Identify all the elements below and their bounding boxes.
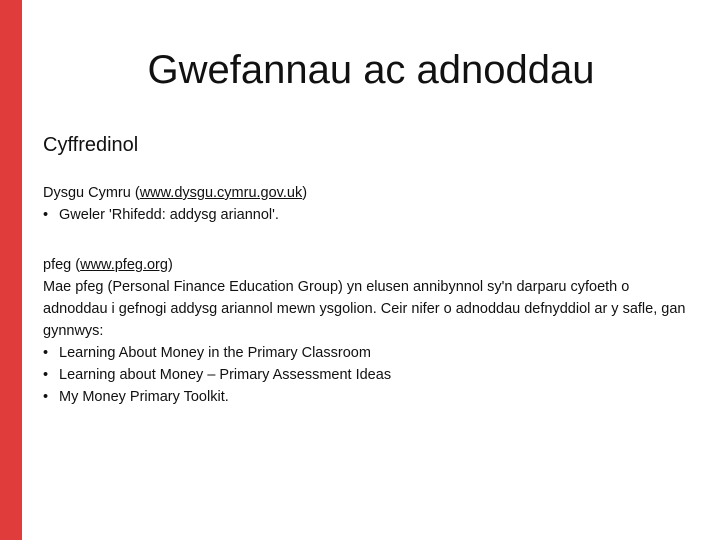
slide-title: Gwefannau ac adnoddau — [147, 48, 595, 92]
entry-pfeg — [43, 254, 693, 408]
list-item: • My Money Primary Toolkit. — [43, 386, 693, 408]
entry-header: pfeg (www.pfeg.org) — [43, 257, 173, 273]
entry-dysgu-cymru — [43, 182, 693, 226]
entry-link[interactable]: www.dysgu.cymru.gov.uk — [139, 185, 303, 201]
list-item: • Learning About Money in the Primary Classroom — [43, 342, 693, 364]
entry-name: pfeg — [43, 257, 72, 273]
bullet-icon: • — [43, 367, 49, 383]
bullet-icon: • — [43, 345, 49, 361]
list-item: • Gweler 'Rhifedd: addysg ariannol'. — [43, 204, 693, 226]
entry-link[interactable]: www.pfeg.org — [80, 257, 168, 273]
section-heading: Cyffredinol — [43, 134, 139, 156]
accent-bar — [0, 0, 22, 540]
list-item: • Learning about Money – Primary Assessment Ideas — [43, 364, 693, 386]
entry-header: Dysgu Cymru (www.dysgu.cymru.gov.uk) — [43, 185, 308, 201]
bullet-icon: • — [43, 207, 49, 223]
bullet-icon: • — [43, 389, 49, 405]
entry-description: Mae pfeg (Personal Finance Education Group) yn elusen annibynnol sy'n darparu cyfoeth o adnoddau i gefnogi addysg ariannol mewn ysgolion. Ceir nifer o adnoddau defnyddiol ar y safle, gan gynnwys: — [43, 279, 686, 339]
entry-name: Dysgu Cymru — [43, 185, 131, 201]
